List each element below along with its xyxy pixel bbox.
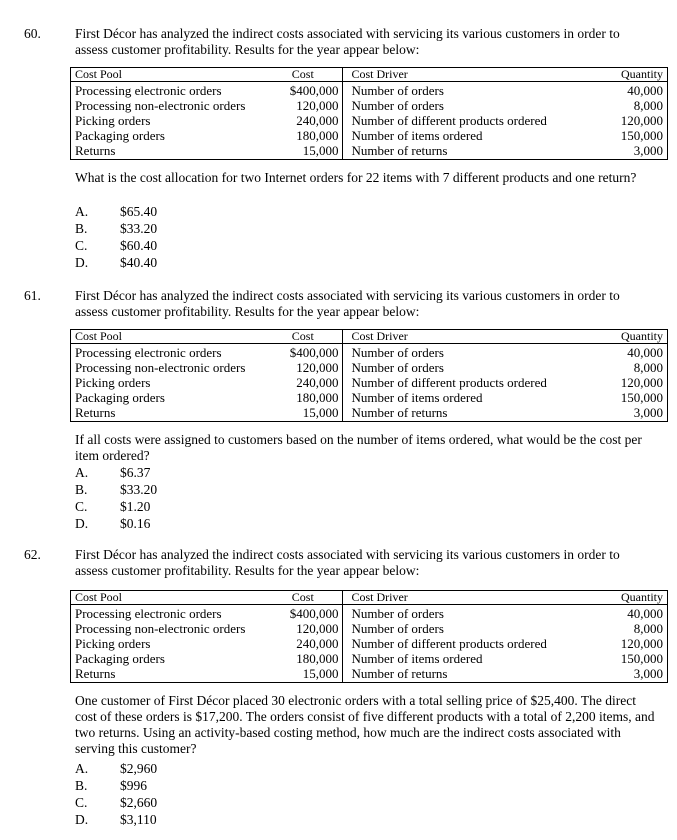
- header-cost-driver: Cost Driver: [343, 591, 580, 605]
- cell-driver: Number of orders: [343, 98, 580, 113]
- cell-driver: Number of returns: [343, 666, 580, 683]
- cell-pool: Picking orders: [71, 113, 264, 128]
- table-header-row: [71, 68, 668, 82]
- cell-quantity: 3,000: [580, 666, 667, 683]
- cell-quantity: 120,000: [580, 636, 667, 651]
- cell-driver: Number of returns: [343, 405, 580, 422]
- cell-quantity: 3,000: [580, 143, 667, 160]
- cell-pool: Packaging orders: [71, 390, 264, 405]
- table-row: [71, 390, 668, 405]
- table-row: [71, 405, 668, 422]
- cell-driver: Number of orders: [343, 605, 580, 622]
- table-row: [71, 621, 668, 636]
- cell-quantity: 120,000: [580, 375, 667, 390]
- table-row: [71, 98, 668, 113]
- choice-text: $996: [120, 778, 147, 793]
- cell-pool: Returns: [71, 666, 264, 683]
- choice-text: $3,110: [120, 812, 157, 827]
- cell-cost: $400,000: [289, 606, 339, 621]
- table-row: [71, 82, 668, 99]
- cell-driver: Number of items ordered: [343, 128, 580, 143]
- cost-pool-table: [70, 329, 668, 422]
- header-quantity: Quantity: [580, 68, 667, 82]
- question-stem: If all costs were assigned to customers based on the number of items ordered, what would be the cost per item ordered?: [75, 432, 642, 463]
- cell-cost: $400,000: [289, 83, 339, 98]
- choice-letter: C.: [75, 499, 88, 514]
- table-row: [71, 344, 668, 361]
- cell-cost: 240,000: [296, 636, 339, 651]
- question-number: 60.: [24, 26, 41, 41]
- question-intro: First Décor has analyzed the indirect costs associated with servicing its various customers in order to assess customer profitability. Results for the year appear below:: [75, 288, 620, 319]
- cell-pool: Picking orders: [71, 636, 264, 651]
- question-stem: What is the cost allocation for two Internet orders for 22 items with 7 different products and one return?: [75, 170, 637, 185]
- header-quantity: Quantity: [580, 591, 667, 605]
- question-intro: First Décor has analyzed the indirect costs associated with servicing its various customers in order to assess customer profitability. Results for the year appear below:: [75, 26, 620, 57]
- header-quantity: Quantity: [580, 330, 667, 344]
- cell-pool: Packaging orders: [71, 128, 264, 143]
- cell-pool: Processing non-electronic orders: [71, 621, 264, 636]
- choice-text: $65.40: [120, 204, 158, 219]
- choice-letter: D.: [75, 255, 89, 270]
- question-stem: One customer of First Décor placed 30 electronic orders with a total selling price of $25,400. The direct cost of these orders is $17,200. The orders consist of five different products with a total of 2,200 items, and two returns. Using an activity-based costing method, how much are the indirect costs associated with serving this customer?: [75, 693, 655, 756]
- header-cost-driver: Cost Driver: [343, 68, 580, 82]
- choice-text: $33.20: [120, 221, 158, 236]
- cell-cost: 120,000: [296, 98, 339, 113]
- cell-pool: Returns: [71, 143, 264, 160]
- cell-quantity: 8,000: [580, 360, 667, 375]
- question-number: 62.: [24, 547, 41, 562]
- choice-letter: B.: [75, 778, 88, 793]
- cell-cost: 180,000: [296, 128, 339, 143]
- cell-cost: $400,000: [289, 345, 339, 360]
- cell-driver: Number of different products ordered: [343, 113, 580, 128]
- header-cost-driver: Cost Driver: [343, 330, 580, 344]
- choice-text: $33.20: [120, 482, 158, 497]
- header-cost-pool: Cost Pool: [71, 68, 264, 82]
- choice-letter: A.: [75, 465, 89, 480]
- table-row: [71, 113, 668, 128]
- choice-text: $6.37: [120, 465, 151, 480]
- cell-driver: Number of orders: [343, 360, 580, 375]
- header-cost: Cost: [263, 330, 343, 344]
- choice-letter: B.: [75, 221, 88, 236]
- header-cost: Cost: [263, 68, 343, 82]
- table-header-row: [71, 330, 668, 344]
- cell-pool: Processing electronic orders: [71, 344, 264, 361]
- table-row: [71, 605, 668, 622]
- cell-pool: Processing electronic orders: [71, 605, 264, 622]
- cell-cost: 240,000: [296, 113, 339, 128]
- cost-pool-table: [70, 67, 668, 160]
- cell-driver: Number of items ordered: [343, 390, 580, 405]
- cost-pool-table: [70, 590, 668, 683]
- cell-pool: Processing non-electronic orders: [71, 360, 264, 375]
- choice-letter: C.: [75, 238, 88, 253]
- cell-quantity: 3,000: [580, 405, 667, 422]
- cell-driver: Number of orders: [343, 344, 580, 361]
- table-row: [71, 375, 668, 390]
- table-header-row: [71, 591, 668, 605]
- cell-cost: 15,000: [263, 666, 343, 683]
- cell-quantity: 150,000: [580, 390, 667, 405]
- cell-cost: 180,000: [296, 390, 339, 405]
- cell-quantity: 40,000: [580, 605, 667, 622]
- table-row: [71, 128, 668, 143]
- cell-cost: 240,000: [296, 375, 339, 390]
- choice-letter: A.: [75, 761, 89, 776]
- choice-letter: C.: [75, 795, 88, 810]
- choice-text: $0.16: [120, 516, 151, 531]
- choice-letter: A.: [75, 204, 89, 219]
- choice-letter: D.: [75, 812, 89, 827]
- table-row: [71, 651, 668, 666]
- cell-pool: Returns: [71, 405, 264, 422]
- table-row: [71, 666, 668, 683]
- cell-cost: 120,000: [296, 360, 339, 375]
- cell-driver: Number of orders: [343, 621, 580, 636]
- choice-text: $2,960: [120, 761, 158, 776]
- cell-driver: Number of different products ordered: [343, 375, 580, 390]
- header-cost: Cost: [263, 591, 343, 605]
- cell-driver: Number of different products ordered: [343, 636, 580, 651]
- header-cost-pool: Cost Pool: [71, 330, 264, 344]
- table-row: [71, 360, 668, 375]
- cell-pool: Picking orders: [71, 375, 264, 390]
- cell-cost: 15,000: [263, 405, 343, 422]
- choice-text: $2,660: [120, 795, 158, 810]
- cell-quantity: 8,000: [580, 98, 667, 113]
- choice-letter: B.: [75, 482, 88, 497]
- cell-cost: 15,000: [263, 143, 343, 160]
- choice-text: $40.40: [120, 255, 158, 270]
- header-cost-pool: Cost Pool: [71, 591, 264, 605]
- choice-text: $1.20: [120, 499, 151, 514]
- cell-driver: Number of returns: [343, 143, 580, 160]
- choice-text: $60.40: [120, 238, 158, 253]
- choice-letter: D.: [75, 516, 89, 531]
- cell-quantity: 150,000: [580, 128, 667, 143]
- cell-quantity: 40,000: [580, 82, 667, 99]
- cell-driver: Number of orders: [343, 82, 580, 99]
- cell-quantity: 40,000: [580, 344, 667, 361]
- cell-cost: 180,000: [296, 651, 339, 666]
- cell-pool: Processing non-electronic orders: [71, 98, 264, 113]
- cell-quantity: 150,000: [580, 651, 667, 666]
- table-row: [71, 636, 668, 651]
- cell-pool: Processing electronic orders: [71, 82, 264, 99]
- question-number: 61.: [24, 288, 41, 303]
- cell-quantity: 120,000: [580, 113, 667, 128]
- table-row: [71, 143, 668, 160]
- cell-cost: 120,000: [296, 621, 339, 636]
- question-intro: First Décor has analyzed the indirect costs associated with servicing its various customers in order to assess customer profitability. Results for the year appear below:: [75, 547, 620, 578]
- cell-quantity: 8,000: [580, 621, 667, 636]
- cell-pool: Packaging orders: [71, 651, 264, 666]
- cell-driver: Number of items ordered: [343, 651, 580, 666]
